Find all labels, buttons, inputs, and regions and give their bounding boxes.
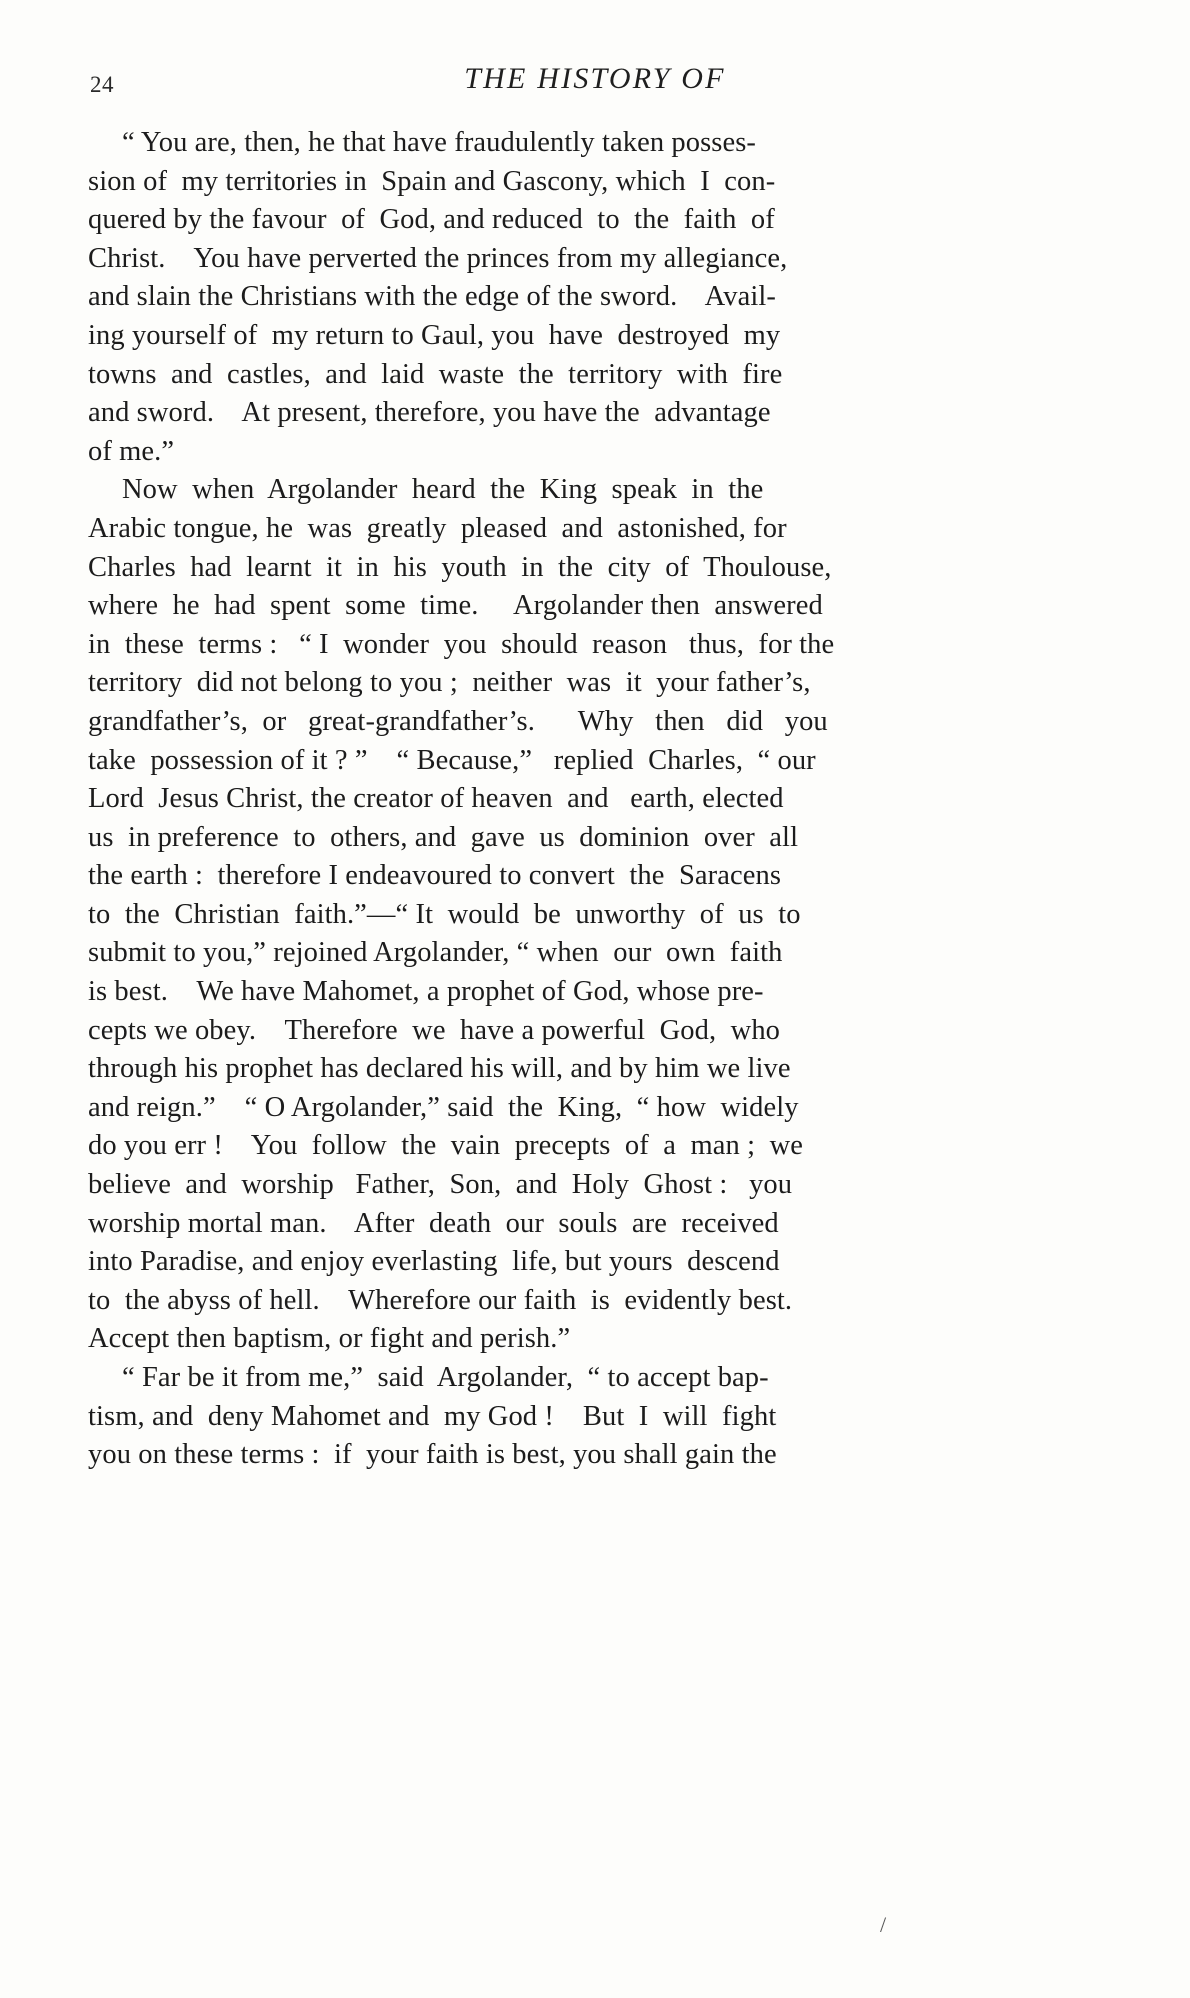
paragraph-2: [88, 471, 1098, 1359]
text-line: grandfather’s, or great-grandfather’s. Why then did you: [88, 705, 828, 737]
text-line: us in preference to others, and gave us dominion over all: [88, 821, 799, 853]
text-line: where he had spent some time. Argolander then answered: [88, 590, 823, 622]
text-line: believe and worship Father, Son, and Holy Ghost : you: [88, 1169, 793, 1201]
paragraph-1: [88, 124, 1098, 471]
text-line: and reign.” “ O Argolander,” said the King, “ how widely: [88, 1091, 799, 1123]
text-line: Christ. You have perverted the princes from my allegiance,: [88, 242, 788, 274]
text-line: do you err ! You follow the vain precepts of a man ; we: [88, 1130, 803, 1162]
paragraph-3: [88, 1359, 1098, 1475]
foot-mark: /: [880, 1912, 887, 1937]
page-number: 24: [90, 72, 114, 97]
text-line: through his prophet has declared his will, and by him we live: [88, 1053, 791, 1085]
page-header: [90, 62, 1100, 106]
body-text: [88, 124, 1098, 1475]
text-line: Now when Argolander heard the King speak in the: [122, 474, 764, 506]
text-line: and sword. At present, therefore, you have the advantage: [88, 397, 771, 429]
text-line: sion of my territories in Spain and Gascony, which I con-: [88, 165, 776, 197]
text-line: cepts we obey. Therefore we have a powerful God, who: [88, 1014, 781, 1046]
text-line: territory did not belong to you ; neither was it your father’s,: [88, 667, 811, 699]
text-line: of me.”: [88, 435, 175, 467]
text-line: to the abyss of hell. Wherefore our faith is evidently best.: [88, 1284, 793, 1316]
text-line: “ Far be it from me,” said Argolander, “ to accept bap-: [122, 1362, 769, 1393]
text-line: and slain the Christians with the edge of the sword. Avail-: [88, 281, 776, 313]
text-line: quered by the favour of God, and reduced to the faith of: [88, 204, 775, 236]
text-line: Arabic tongue, he was greatly pleased and astonished, for: [88, 512, 787, 544]
text-line: take possession of it ? ” “ Because,” replied Charles, “ our: [88, 744, 816, 776]
text-line: submit to you,” rejoined Argolander, “ when our own faith: [88, 937, 783, 969]
text-line: tism, and deny Mahomet and my God ! But I will fight: [88, 1400, 777, 1432]
text-line: Lord Jesus Christ, the creator of heaven and earth, elected: [88, 783, 784, 815]
text-line: worship mortal man. After death our souls are received: [88, 1207, 779, 1239]
text-line: towns and castles, and laid waste the territory with fire: [88, 358, 783, 390]
running-title: THE HISTORY OF: [464, 62, 726, 95]
text-line: you on these terms : if your faith is best, you shall gain the: [88, 1439, 777, 1471]
text-line: is best. We have Mahomet, a prophet of God, whose pre-: [88, 976, 764, 1008]
text-line: Accept then baptism, or fight and perish.”: [88, 1323, 571, 1355]
text-line: “ You are, then, he that have fraudulently taken posses-: [122, 127, 757, 158]
text-line: ing yourself of my return to Gaul, you have destroyed my: [88, 319, 781, 351]
text-line: in these terms : “ I wonder you should reason thus, for the: [88, 628, 835, 660]
text-line: Charles had learnt it in his youth in the city of Thoulouse,: [88, 551, 832, 583]
text-line: to the Christian faith.”—“ It would be unworthy of us to: [88, 898, 801, 930]
text-line: into Paradise, and enjoy everlasting life, but yours descend: [88, 1246, 780, 1278]
text-line: the earth : therefore I endeavoured to convert the Saracens: [88, 860, 782, 892]
